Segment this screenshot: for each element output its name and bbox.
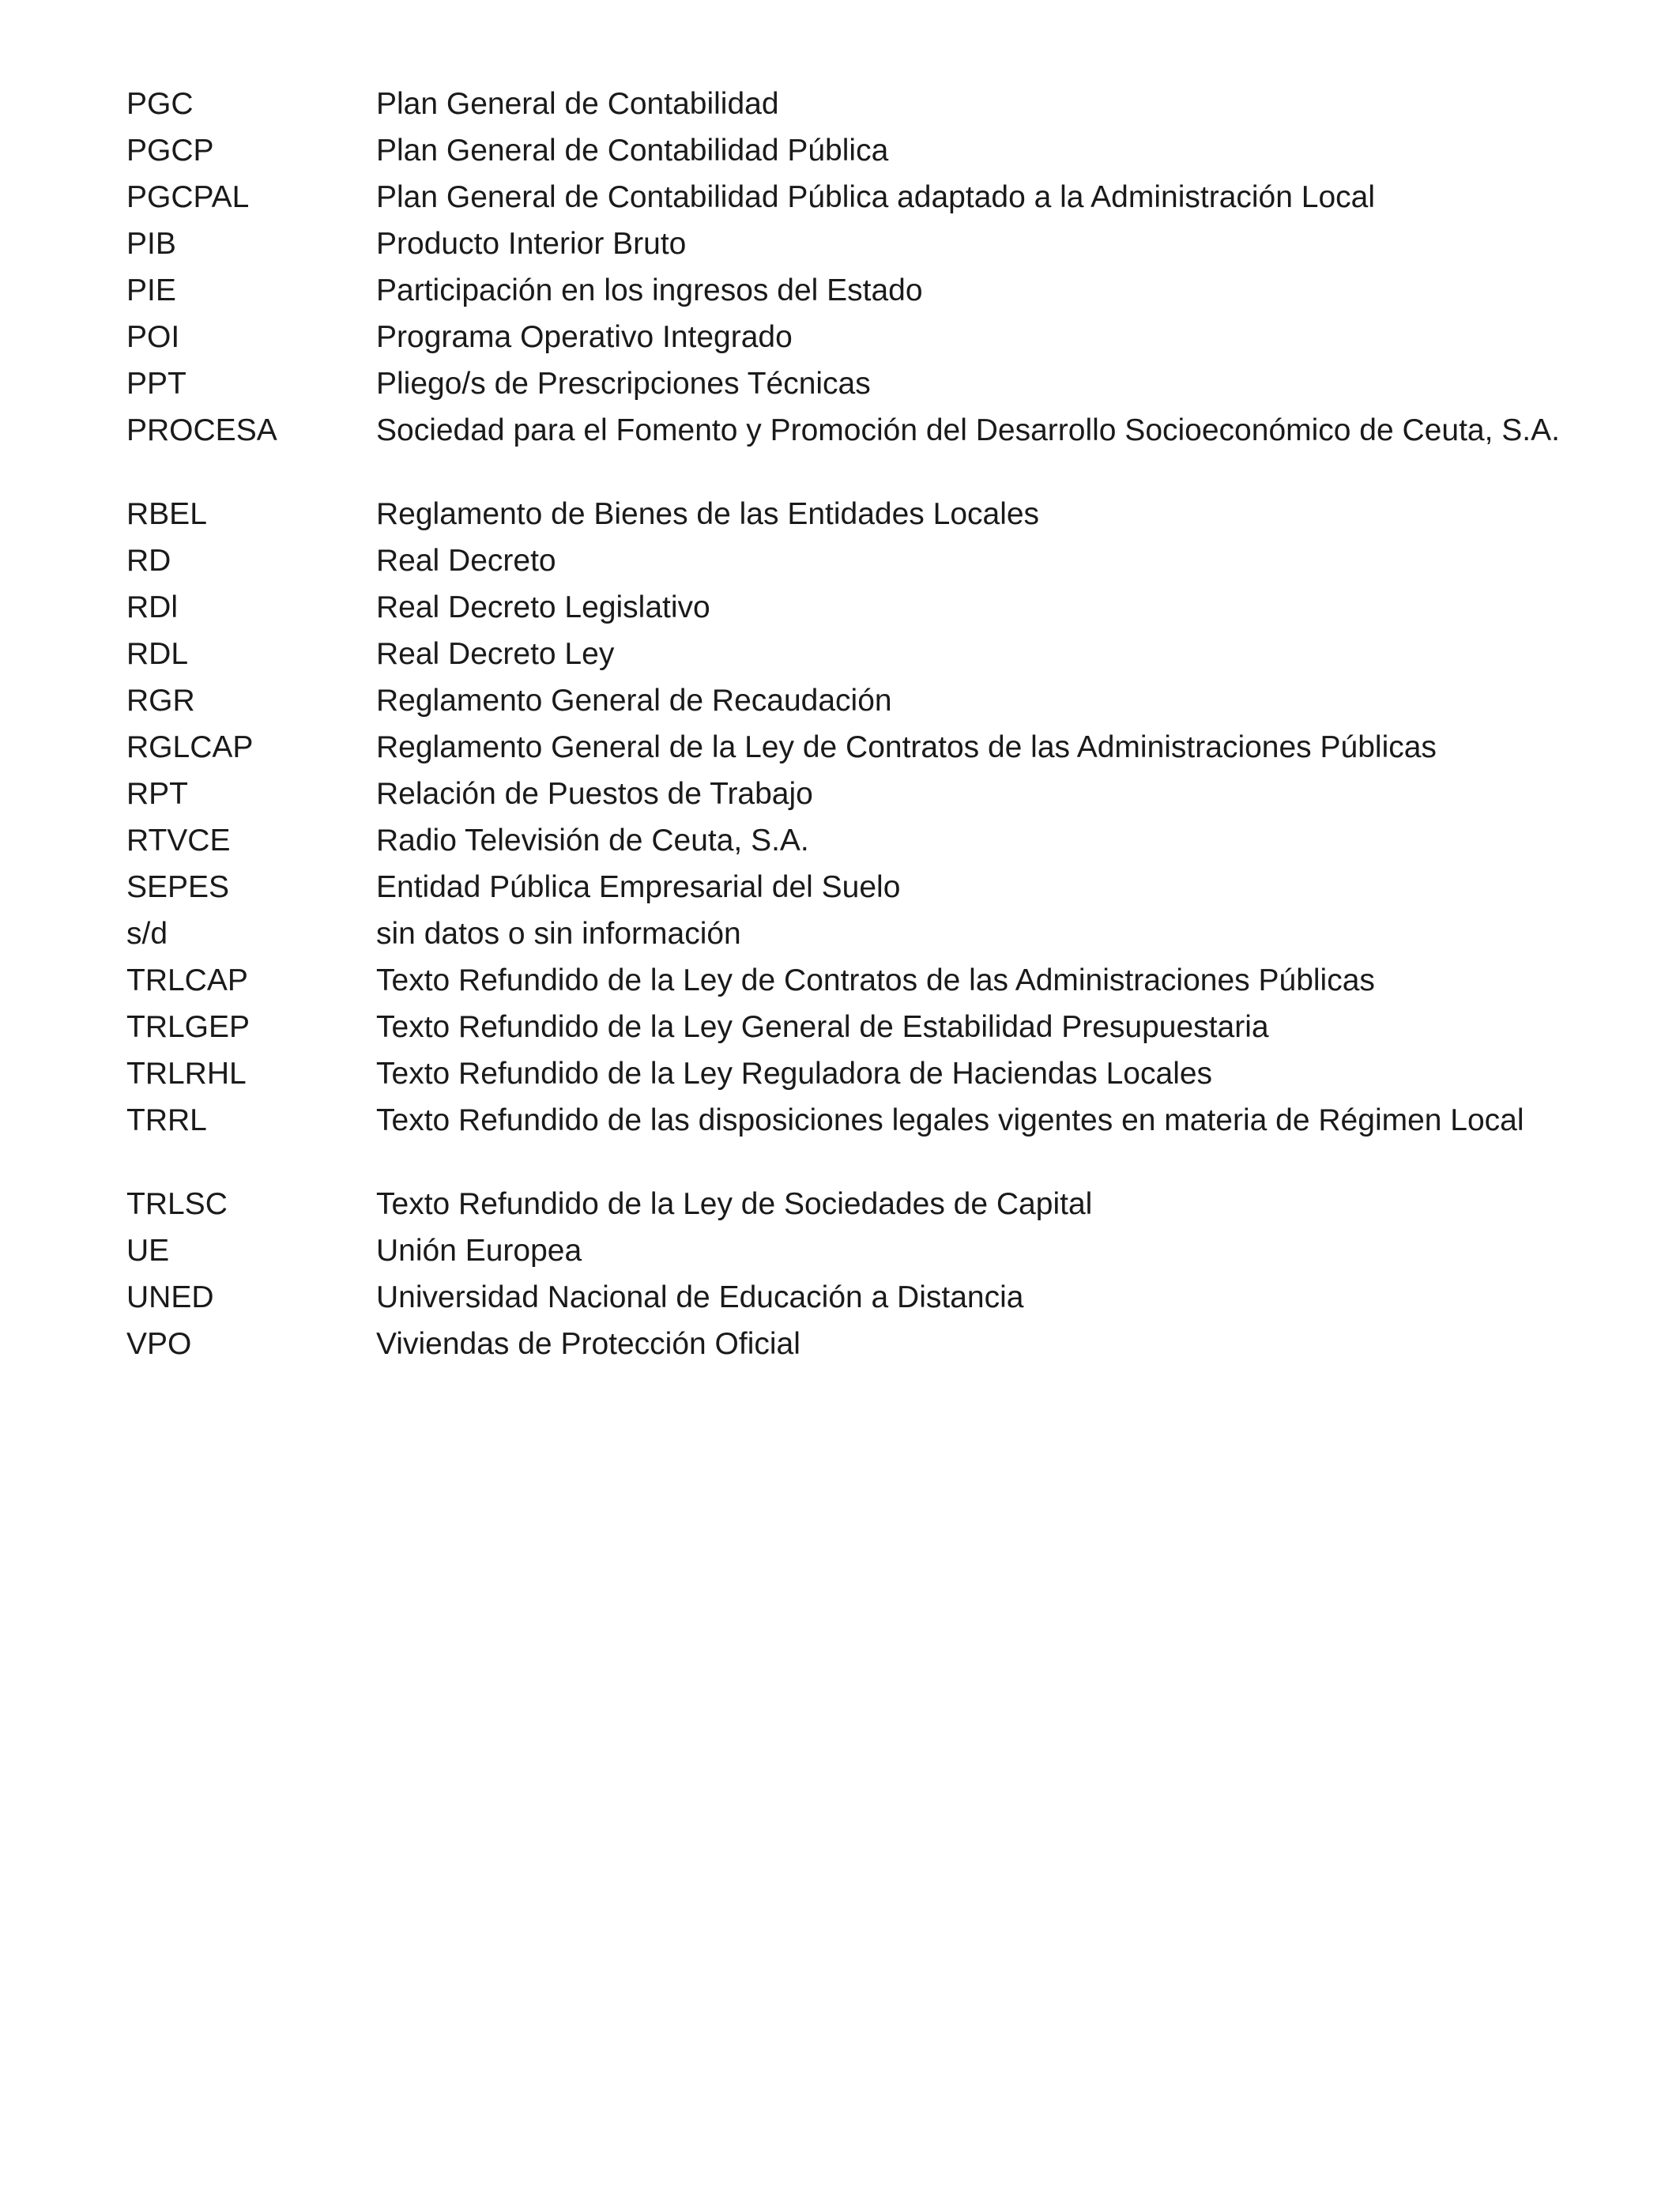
table-row: [126, 729, 1580, 775]
table-row: [126, 775, 1580, 822]
abbreviation: PGCPAL: [126, 180, 250, 214]
table-row: [126, 225, 1580, 272]
abbreviation: RGR: [126, 684, 195, 718]
definition: Plan General de Contabilidad: [376, 87, 779, 121]
abbreviation: PIB: [126, 227, 176, 261]
abbreviation: RTVCE: [126, 824, 231, 858]
definition: Real Decreto: [376, 544, 556, 578]
table-row: [126, 1325, 1580, 1372]
abbreviation: TRLRHL: [126, 1057, 247, 1091]
definition: Texto Refundido de la Ley General de Estabilidad Presupuestaria: [376, 1010, 1269, 1044]
definition: Programa Operativo Integrado: [376, 320, 793, 354]
abbreviation: RGLCAP: [126, 730, 254, 764]
abbreviation: UNED: [126, 1280, 214, 1314]
table-row: [126, 1232, 1580, 1279]
abbreviation: POI: [126, 320, 180, 354]
abbreviation: PPT: [126, 367, 186, 401]
abbreviation: PGCP: [126, 134, 214, 168]
table-row: [126, 179, 1580, 225]
table-row: [126, 365, 1580, 412]
abbreviation: TRLCAP: [126, 963, 248, 997]
table-row: [126, 319, 1580, 365]
definition: Reglamento General de la Ley de Contratos de las Administraciones Públicas: [376, 730, 1437, 764]
definition: Real Decreto Ley: [376, 637, 615, 671]
definition: Participación en los ingresos del Estado: [376, 273, 923, 307]
table-row: [126, 635, 1580, 682]
definition: Real Decreto Legislativo: [376, 590, 710, 624]
table-row: [126, 1186, 1580, 1232]
definition: Plan General de Contabilidad Pública adaptado a la Administración Local: [376, 180, 1375, 214]
abbreviation: SEPES: [126, 870, 230, 904]
abbreviation: s/d: [126, 917, 168, 951]
table-row: [126, 542, 1580, 589]
table-row: [126, 822, 1580, 869]
definition: Producto Interior Bruto: [376, 227, 687, 261]
definition: Radio Televisión de Ceuta, S.A.: [376, 824, 809, 858]
table-row: [126, 1055, 1580, 1102]
definition: Relación de Puestos de Trabajo: [376, 777, 813, 811]
definition: Universidad Nacional de Educación a Distancia: [376, 1280, 1024, 1314]
definition: Pliego/s de Prescripciones Técnicas: [376, 367, 871, 401]
abbreviation: PGC: [126, 87, 194, 121]
abbreviation: TRLSC: [126, 1187, 228, 1221]
abbreviation: PIE: [126, 273, 176, 307]
table-row: [126, 589, 1580, 635]
table-row: [126, 869, 1580, 915]
definition: Texto Refundido de la Ley de Contratos de las Administraciones Públicas: [376, 963, 1375, 997]
definition: Sociedad para el Fomento y Promoción del Desarrollo Socioeconómico de Ceuta, S.A.: [376, 413, 1560, 447]
table-row: [126, 682, 1580, 729]
abbreviation: PROCESA: [126, 413, 277, 447]
definition: Texto Refundido de la Ley de Sociedades de Capital: [376, 1187, 1093, 1221]
table-row: [126, 1102, 1580, 1186]
table-row: [126, 1279, 1580, 1325]
table-row: [126, 132, 1580, 179]
definition: Entidad Pública Empresarial del Suelo: [376, 870, 901, 904]
abbreviation: RDl: [126, 590, 178, 624]
abbreviations-table: [126, 85, 1580, 1372]
definition: sin datos o sin información: [376, 917, 741, 951]
table-row: [126, 962, 1580, 1008]
table-row: [126, 496, 1580, 542]
abbreviation: RBEL: [126, 497, 207, 531]
table-row: [126, 272, 1580, 319]
abbreviation: TRLGEP: [126, 1010, 250, 1044]
table-row: [126, 412, 1580, 496]
definition: Reglamento General de Recaudación: [376, 684, 892, 718]
abbreviation: UE: [126, 1234, 170, 1268]
table-row: [126, 1008, 1580, 1055]
abbreviation: RPT: [126, 777, 188, 811]
definition: Unión Europea: [376, 1234, 582, 1268]
abbreviation: RDL: [126, 637, 189, 671]
definition: Viviendas de Protección Oficial: [376, 1327, 800, 1361]
definition: Plan General de Contabilidad Pública: [376, 134, 889, 168]
abbreviation: VPO: [126, 1327, 192, 1361]
abbreviation: RD: [126, 544, 171, 578]
abbreviation: TRRL: [126, 1103, 207, 1137]
table-row: [126, 85, 1580, 132]
table-row: [126, 915, 1580, 962]
definition: Texto Refundido de las disposiciones legales vigentes en materia de Régimen Local: [376, 1103, 1524, 1137]
definition: Reglamento de Bienes de las Entidades Locales: [376, 497, 1040, 531]
definition: Texto Refundido de la Ley Reguladora de Haciendas Locales: [376, 1057, 1213, 1091]
